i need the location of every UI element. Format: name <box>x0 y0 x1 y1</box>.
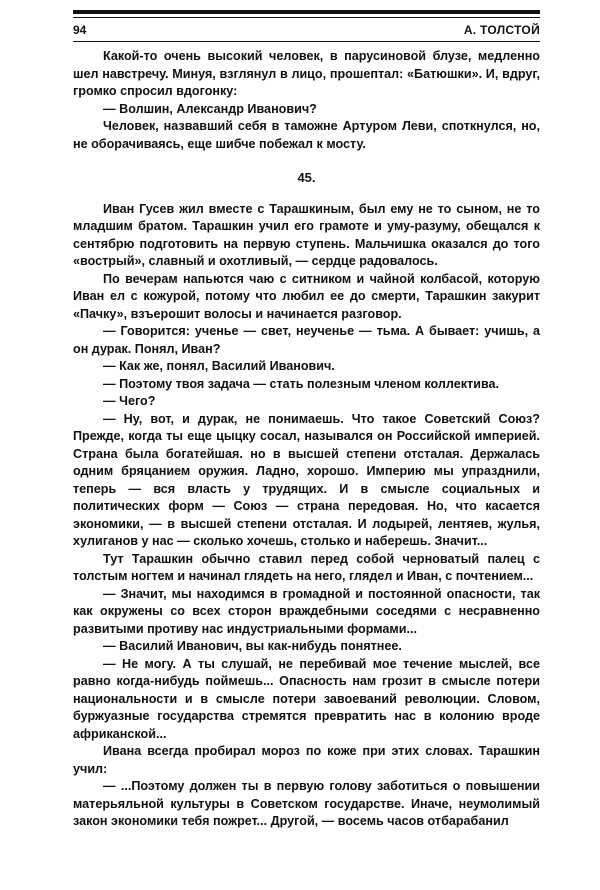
body-text <box>73 48 540 831</box>
paragraph: — Не могу. А ты слушай, не перебивай мое течение мыслей, все равно когда-нибудь поймешь... Опасность нам грозит в смысле потери национальности и в смысле потери завоеваний революции. Словом, буржуазные государства стремятся превратить нас в колонию вроде африканской... <box>73 656 540 741</box>
page-header <box>73 20 540 40</box>
paragraph: Иван Гусев жил вместе с Тарашкиным, был ему не то сыном, не то младшим братом. Тарашкин учил его грамоте и уму-разуму, обещался к сентябрю подготовить на первую ступень. Мальчишка оказался до того «вострый», славный и охотливый, — сердце радовалось. <box>73 201 540 268</box>
header-rule-thick <box>73 10 540 14</box>
paragraph: Тут Тарашкин обычно ставил перед собой черноватый палец с толстым ногтем и начинал глядеть на него, глядел и Иван, с почтением... <box>73 551 540 583</box>
paragraph: — Волшин, Александр Иванович? <box>103 101 317 116</box>
paragraph: По вечерам напьются чаю с ситником и чайной колбасой, которую Иван ел с кожурой, потому что любил ее до смерти, Тарашкин закурит «Пачку», взъерошит волосы и начинается разговор. <box>73 271 540 321</box>
paragraph: Человек, назвавший себя в таможне Артуром Леви, споткнулся, но, не оборачиваясь, еще шибче побежал к мосту. <box>73 119 540 151</box>
paragraph: Ивана всегда пробирал мороз по коже при этих словах. Тарашкин учил: <box>73 744 540 776</box>
section-heading: 45. <box>297 170 316 185</box>
running-head: А. ТОЛСТОЙ <box>463 23 540 37</box>
paragraph: — Поэтому твоя задача — стать полезным членом коллектива. <box>103 376 500 391</box>
header-rule-thin <box>73 17 540 18</box>
paragraph: — Как же, понял, Василий Иванович. <box>103 359 335 373</box>
paragraph: — Говорится: ученье — свет, неученье — тьма. А бывает: учишь, а он дурак. Понял, Иван? <box>73 324 540 356</box>
paragraph: — Василий Иванович, вы как-нибудь понятнее. <box>103 639 402 653</box>
paragraph: — ...Поэтому должен ты в первую голову заботиться о повышении матерьяльной культуры в Советском государстве. Иначе, неумолимый закон экономики тебя пожрет... Другой, — восемь часов отбарабанил <box>73 779 540 828</box>
header-rule-under <box>73 41 540 42</box>
paragraph: — Значит, мы находимся в громадной и постоянной опасности, так как окружены со всех сторон враждебными соседями с несравненно развитыми противу нас индустриальными формами... <box>73 586 540 636</box>
paragraph: — Чего? <box>103 394 156 408</box>
page-number: 94 <box>73 23 87 37</box>
paragraph: Какой-то очень высокий человек, в парусиновой блузе, медленно шел навстречу. Минуя, взглянул в лицо, прошептал: «Батюшки». И, вдруг, громко спросил вдогонку: <box>73 49 540 98</box>
paragraph: — Ну, вот, и дурак, не понимаешь. Что такое Советский Союз? Прежде, когда ты еще цыцку сосал, назывался он Российской империей. Страна была богатейшая. но в высшей степени отсталая. Держалась одним бряцанием оружия. Ладно, хорошо. Империю мы упразднили, теперь — вся власть у трудящих. И в смысле социальных и политических форм — Союз — страна передовая. Но, что касается экономики, — в высшей степени отсталая. И лодырей, лентяев, жулья, хулиганов у нас — сколько хочешь, столько и наберешь. Значит... <box>73 411 540 548</box>
